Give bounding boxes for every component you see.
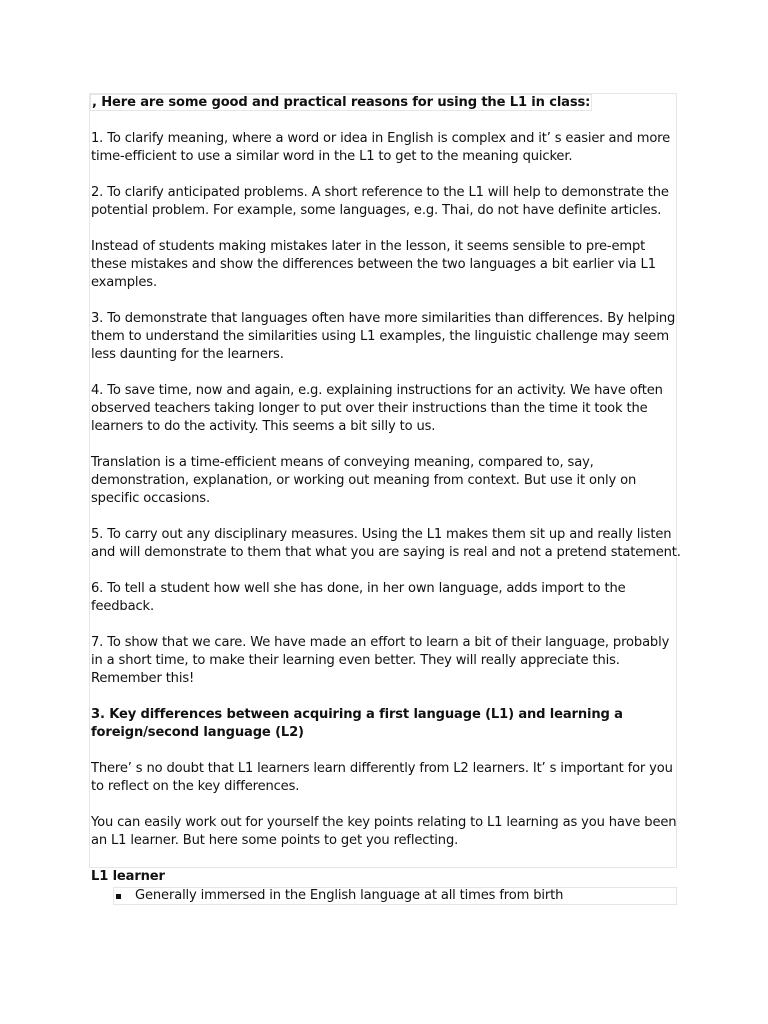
paragraph-reason-3: 3. To demonstrate that languages often have more similarities than differences. By helping them to understand the similarities using L1 examples, the linguistic challenge may seem less daunting for the learners.	[91, 311, 676, 362]
document-body	[91, 94, 681, 886]
paragraph-reason-5: 5. To carry out any disciplinary measures. Using the L1 makes them sit up and really listen and will demonstrate to them that what you are saying is real and not a pretend statement.	[91, 527, 681, 560]
paragraph-reason-2-followup: Instead of students making mistakes later in the lesson, it seems sensible to pre-empt these mistakes and show the differences between the two languages a bit earlier via L1 examples.	[91, 239, 656, 290]
heading-key-differences: 3. Key differences between acquiring a first language (L1) and learning a foreign/second language (L2)	[91, 707, 623, 740]
square-bullet-icon	[116, 894, 121, 899]
paragraph-reason-4-followup: Translation is a time-efficient means of conveying meaning, compared to, say, demonstration, explanation, or working out meaning from context. But use it only on specific occasions.	[91, 455, 637, 506]
paragraph-reason-7: 7. To show that we care. We have made an effort to learn a bit of their language, probably in a short time, to make their learning even better. They will really appreciate this. Remember this!	[91, 635, 670, 686]
paragraph-reason-6: 6. To tell a student how well she has done, in her own language, adds import to the feedback.	[91, 581, 626, 614]
paragraph-reason-1: 1. To clarify meaning, where a word or idea in English is complex and it’ s easier and more time-efficient to use a similar word in the L1 to get to the meaning quicker.	[91, 131, 671, 164]
list-item-text: Generally immersed in the English language at all times from birth	[135, 888, 564, 903]
subheading-l1-learner: L1 learner	[91, 869, 165, 884]
heading-reasons: , Here are some good and practical reasons for using the L1 in class:	[92, 95, 591, 110]
paragraph-differences-intro: There’ s no doubt that L1 learners learn differently from L2 learners. It’ s important for you to reflect on the key differences.	[91, 761, 673, 794]
list-item	[116, 887, 676, 905]
paragraph-reason-4: 4. To save time, now and again, e.g. explaining instructions for an activity. We have often observed teachers taking longer to put over their instructions than the time it took the learners to do the activity. This seems a bit silly to us.	[91, 383, 663, 434]
paragraph-reason-2: 2. To clarify anticipated problems. A short reference to the L1 will help to demonstrate the potential problem. For example, some languages, e.g. Thai, do not have definite articles.	[91, 185, 669, 218]
paragraph-differences-reflect: You can easily work out for yourself the key points relating to L1 learning as you have been an L1 learner. But here some points to get you reflecting.	[91, 815, 677, 848]
